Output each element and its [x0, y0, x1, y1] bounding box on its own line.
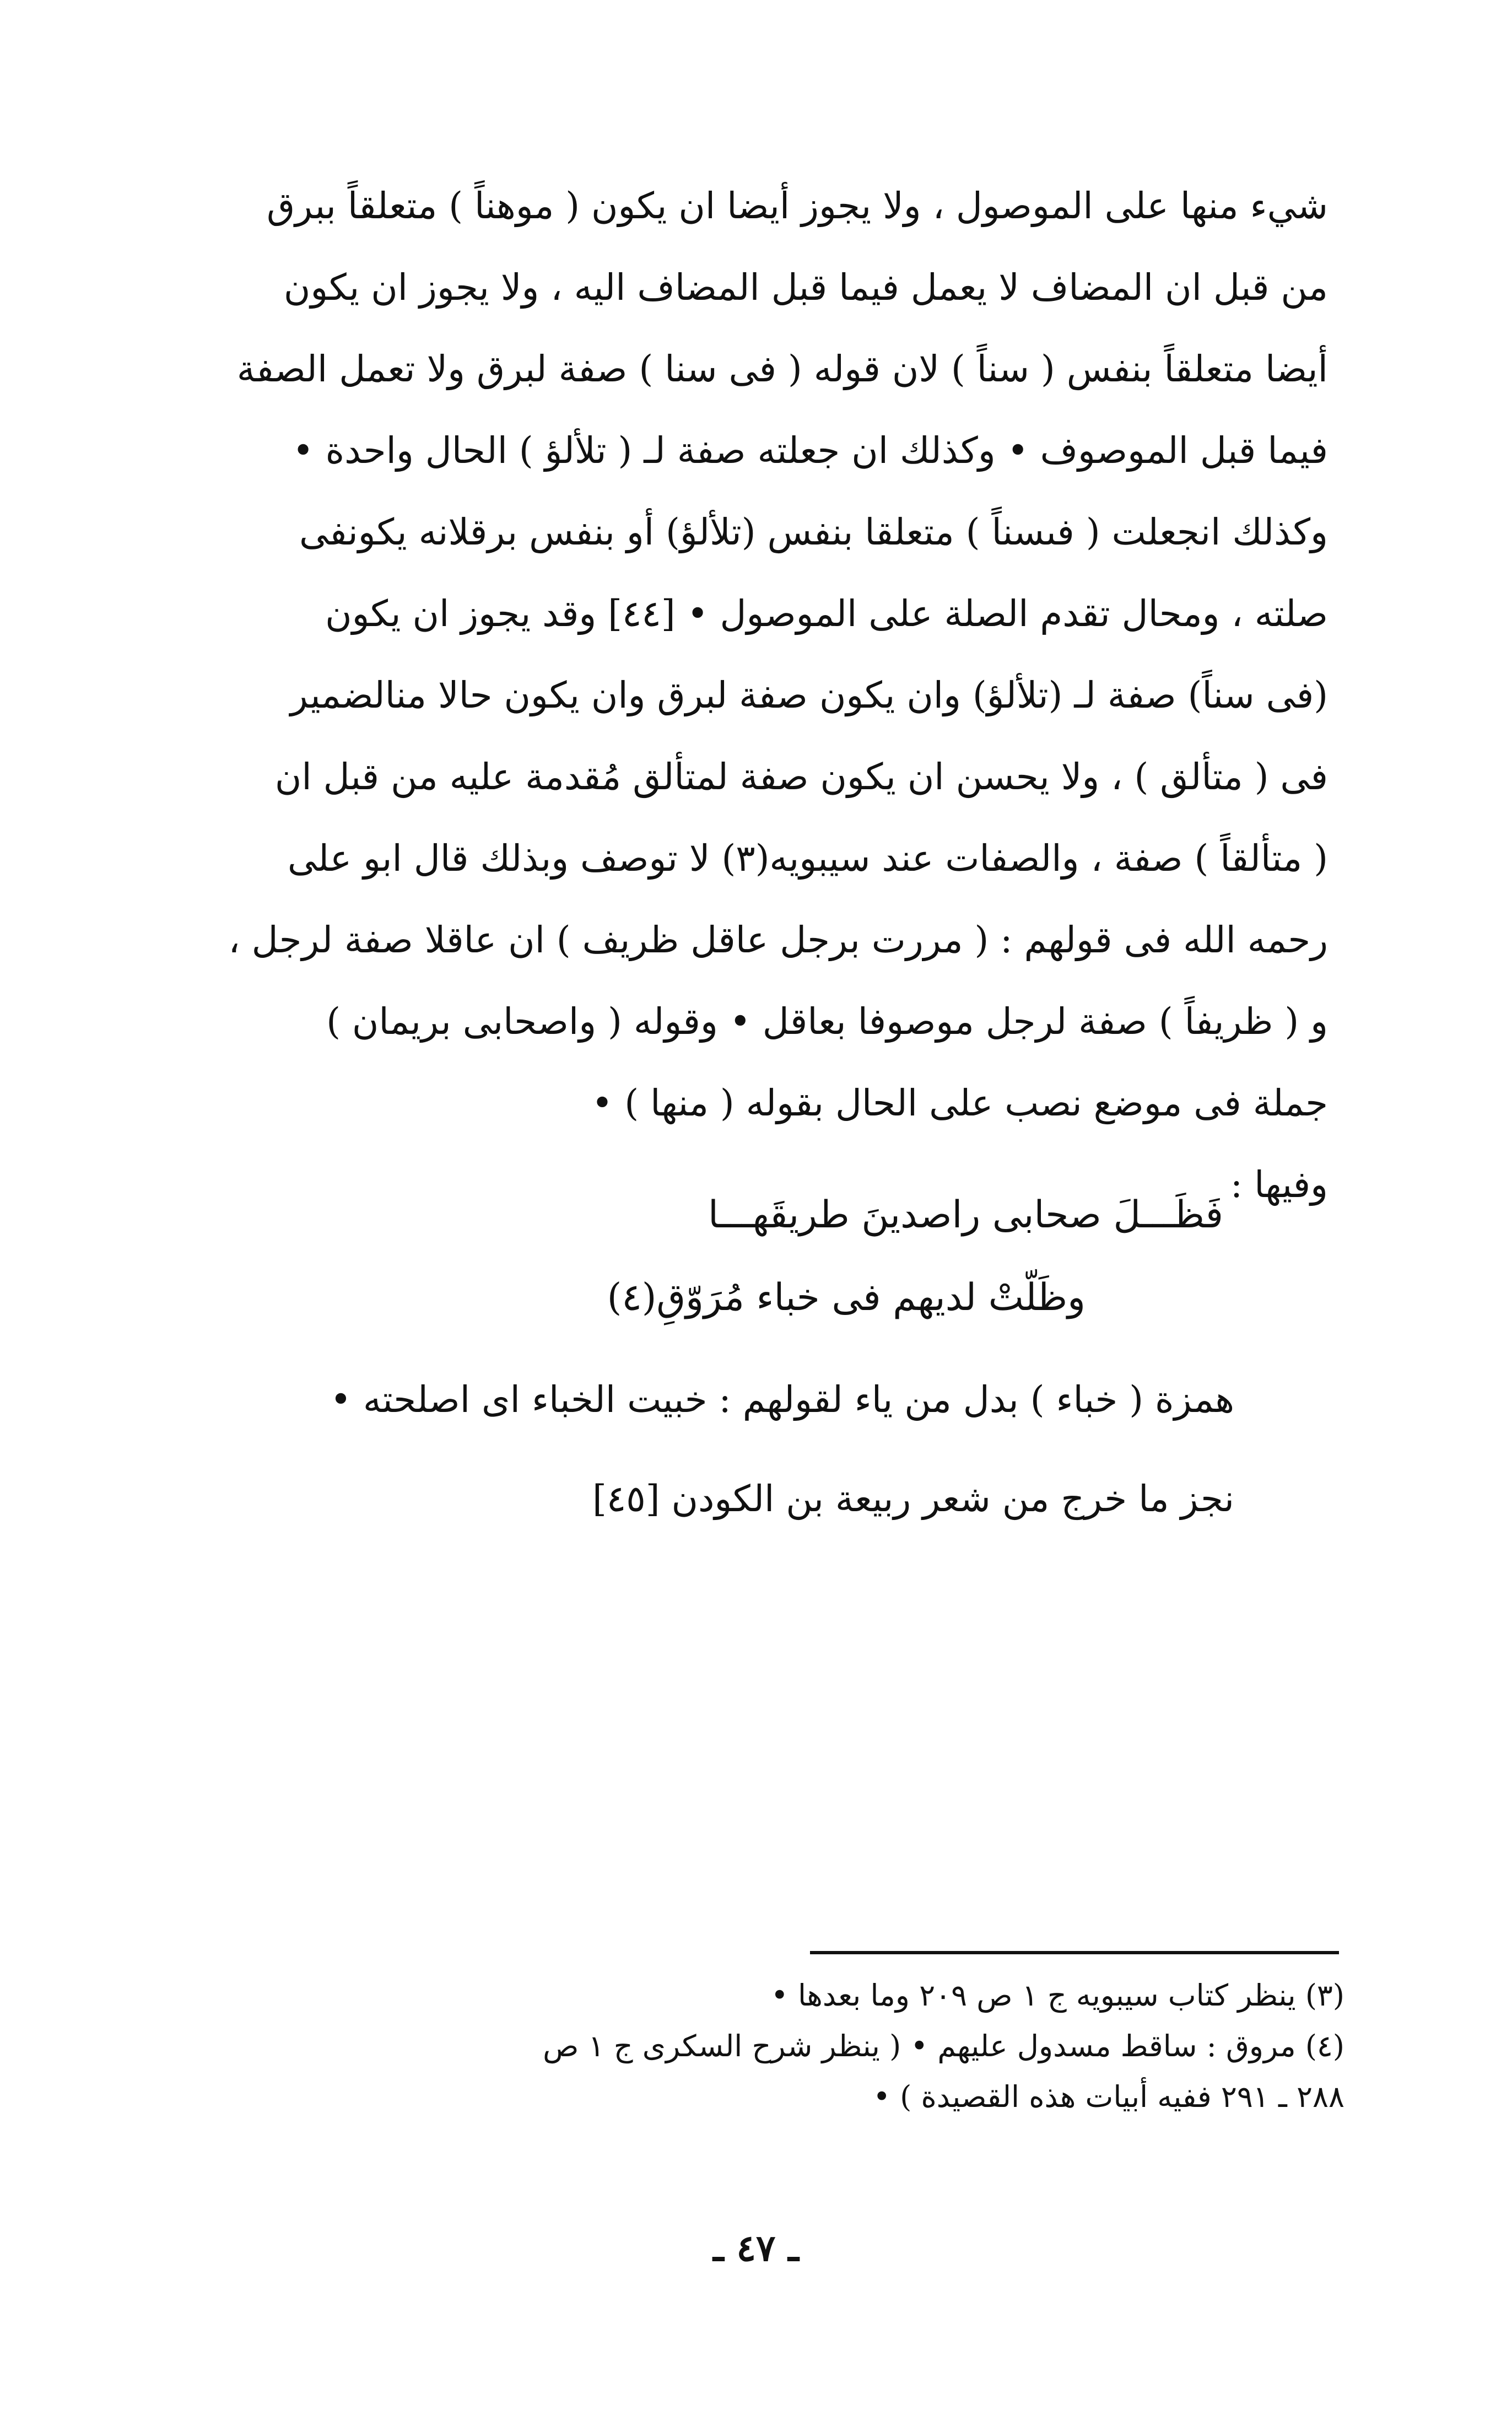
body-line: فيما قبل الموصوف • وكذلك ان جعلته صفة لـ ( تلألؤ ) الحال واحدة • — [292, 429, 1328, 472]
poem-verse-2: وظَلّتْ لديهم فى خباء مُرَوّقِ(٤) — [607, 1276, 1086, 1319]
page-number: ـ ٤٧ ـ — [713, 2227, 799, 2270]
body-line: رحمه الله فى قولهم : ( مررت برجل عاقل ظريف ) ان عاقلا صفة لرجل ، — [228, 919, 1328, 961]
commentary-line: همزة ( خباء ) بدل من ياء لقولهم : خبيت الخباء اى اصلحته • — [330, 1378, 1234, 1421]
closing-line: نجز ما خرج من شعر ربيعة بن الكودن [٤٥] — [592, 1478, 1234, 1520]
footnote-divider — [810, 1951, 1339, 1954]
body-line: وكذلك انجعلت ( فىسناً ) متعلقا بنفس (تلألؤ) أو بنفس برقلانه يكونفى — [299, 511, 1328, 553]
footnote-4-continuation: ٢٨٨ ـ ٢٩١ ففيه أبيات هذه القصيدة ) • — [873, 2079, 1344, 2114]
body-line: (فى سناً) صفة لـ (تلألؤ) وان يكون صفة لبرق وان يكون حالا منالضمير — [290, 674, 1328, 716]
body-line: صلته ، ومحال تقدم الصلة على الموصول • [٤٤] وقد يجوز ان يكون — [325, 592, 1328, 635]
poem-verse-1: فَظَـــلَ صحابى راصدينَ طريقَهـــا — [708, 1193, 1223, 1237]
body-line: من قبل ان المضاف لا يعمل فيما قبل المضاف اليه ، ولا يجوز ان يكون — [283, 266, 1328, 309]
body-line: أيضا متعلقاً بنفس ( سناً ) لان قوله ( فى سنا ) صفة لبرق ولا تعمل الصفة — [236, 348, 1328, 390]
body-line: ( متألقاً ) صفة ، والصفات عند سيبويه(٣) لا توصف وبذلك قال ابو على — [287, 837, 1328, 880]
body-line: فى ( متألق ) ، ولا يحسن ان يكون صفة لمتألق مُقدمة عليه من قبل ان — [274, 756, 1328, 798]
footnote-4: (٤) مروق : ساقط مسدول عليهم • ( ينظر شرح السكرى ج ١ ص — [543, 2029, 1344, 2063]
body-line: و ( ظريفاً ) صفة لرجل موصوفا بعاقل • وقوله ( واصحابى بريمان ) — [326, 1000, 1328, 1043]
body-line: جملة فى موضع نصب على الحال بقوله ( منها ) • — [591, 1082, 1328, 1124]
footnote-3: (٣) ينظر كتاب سيبويه ج ١ ص ٢٠٩ وما بعدها • — [770, 1978, 1344, 2013]
body-line: شيء منها على الموصول ، ولا يجوز أيضا ان يكون ( موهناً ) متعلقاً ببرق — [266, 185, 1328, 227]
post-poem-text — [231, 1350, 1234, 1549]
body-text — [198, 165, 1328, 1226]
poem — [231, 1174, 1223, 1339]
body-line-poem-intro: وفيها : — [1230, 1163, 1328, 1206]
footnotes — [198, 1970, 1344, 2122]
